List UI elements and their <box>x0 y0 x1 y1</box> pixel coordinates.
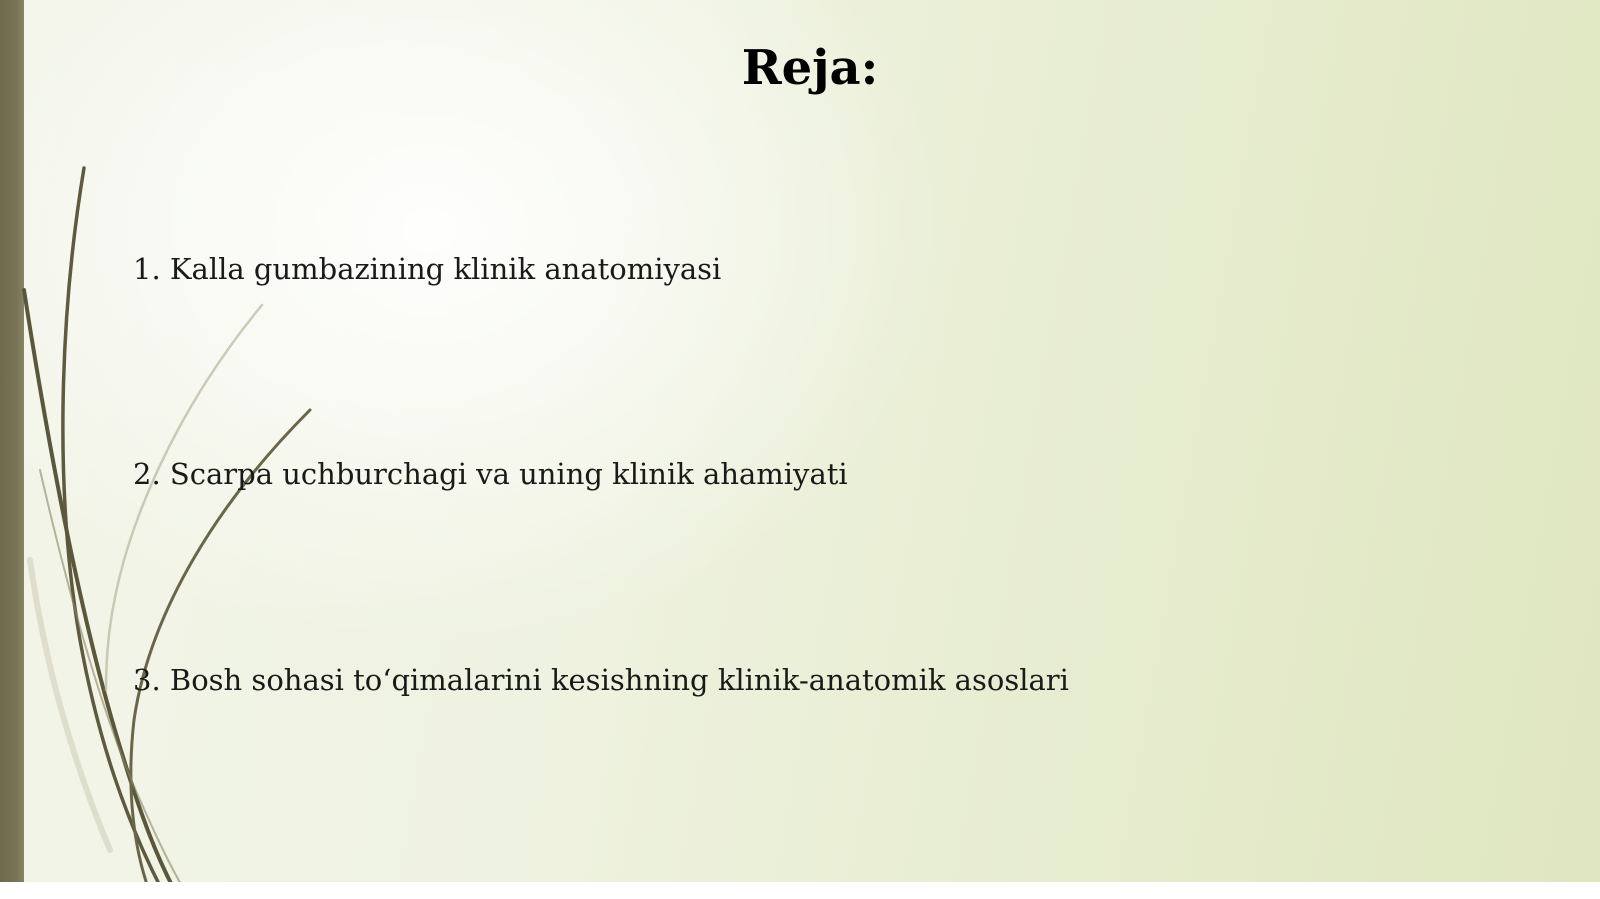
plan-item-1: 1. Kalla gumbazining klinik anatomiyasi <box>133 252 722 286</box>
slide-title: Reja: <box>741 40 879 96</box>
plan-item-2: 2. Scarpa uchburchagi va uning klinik ahamiyati <box>133 457 848 491</box>
plan-item-3: 3. Bosh sohasi to‘qimalarini kesishning klinik-anatomik asoslari <box>133 663 1069 697</box>
